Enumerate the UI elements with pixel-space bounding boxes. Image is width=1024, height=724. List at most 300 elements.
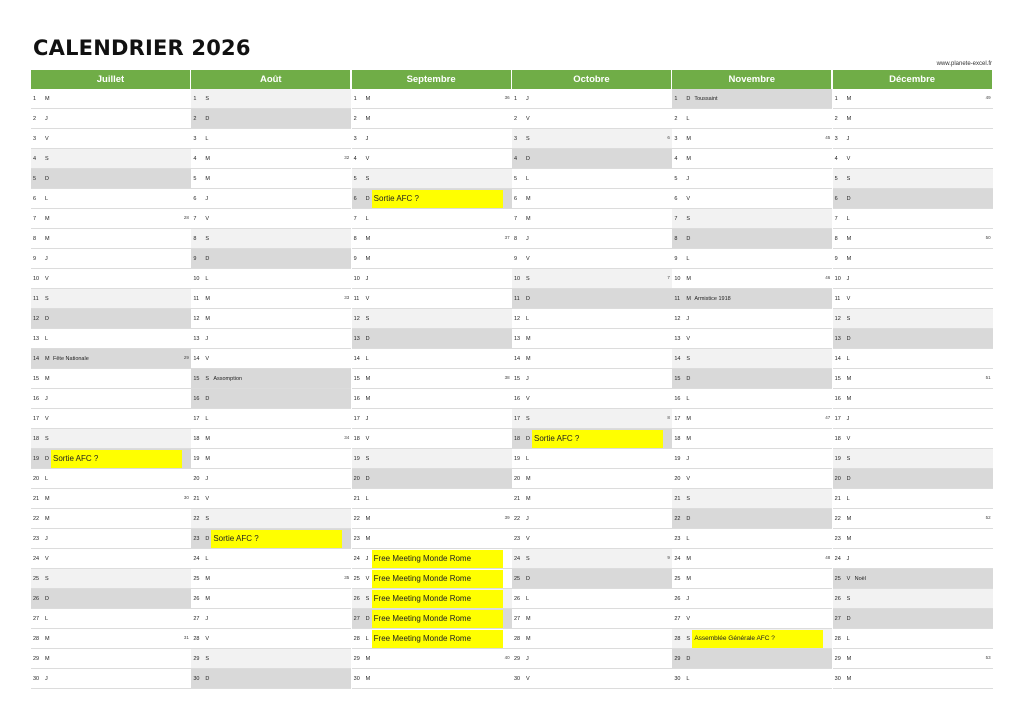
day-number: 25	[33, 575, 40, 582]
day-number: 29	[674, 655, 681, 662]
day-row[interactable]	[512, 209, 672, 229]
day-row[interactable]	[31, 329, 191, 349]
day-row[interactable]	[31, 189, 191, 209]
day-row[interactable]	[191, 389, 351, 409]
day-row[interactable]	[512, 409, 672, 429]
day-number: 27	[353, 615, 360, 622]
day-row[interactable]	[512, 589, 672, 609]
day-row[interactable]	[352, 569, 512, 589]
day-row[interactable]	[672, 209, 832, 229]
day-number: 2	[33, 115, 37, 122]
day-letter: D	[45, 455, 49, 462]
day-number: 3	[193, 135, 197, 142]
day-row[interactable]	[352, 349, 512, 369]
day-row[interactable]	[191, 289, 351, 309]
day-row[interactable]	[191, 509, 351, 529]
day-row[interactable]	[191, 529, 351, 549]
month-header: Septembre	[352, 70, 512, 89]
day-letter: V	[846, 295, 851, 302]
event-highlight[interactable]: Sortie AFC ?	[532, 430, 663, 448]
day-number: 21	[674, 495, 681, 502]
day-row[interactable]	[512, 169, 672, 189]
day-row[interactable]	[31, 449, 191, 469]
day-number: 6	[353, 195, 357, 202]
day-row[interactable]	[512, 349, 672, 369]
day-number: 5	[353, 175, 357, 182]
day-row[interactable]	[833, 309, 993, 329]
day-number: 8	[353, 235, 357, 242]
day-row[interactable]	[833, 549, 993, 569]
day-row[interactable]	[512, 509, 672, 529]
day-row[interactable]	[672, 129, 832, 149]
day-row[interactable]	[191, 349, 351, 369]
event-highlight[interactable]: Free Meeting Monde Rome	[372, 610, 503, 628]
day-row[interactable]	[672, 329, 832, 349]
day-row[interactable]	[31, 109, 191, 129]
day-number: 18	[193, 435, 200, 442]
day-row[interactable]	[833, 349, 993, 369]
day-row[interactable]	[512, 289, 672, 309]
day-row[interactable]	[352, 409, 512, 429]
day-row[interactable]	[352, 109, 512, 129]
day-row[interactable]	[672, 489, 832, 509]
day-letter: L	[846, 495, 850, 502]
day-letter: D	[846, 335, 851, 342]
day-letter: L	[365, 215, 369, 222]
event-highlight[interactable]: Free Meeting Monde Rome	[372, 570, 503, 588]
day-row[interactable]	[833, 149, 993, 169]
day-row[interactable]	[31, 209, 191, 229]
day-row[interactable]	[191, 149, 351, 169]
day-row[interactable]	[191, 649, 351, 669]
day-row[interactable]	[833, 249, 993, 269]
day-row[interactable]	[31, 549, 191, 569]
day-letter: L	[686, 255, 690, 262]
day-row[interactable]	[352, 489, 512, 509]
day-letter: S	[525, 415, 530, 422]
day-letter: S	[686, 355, 690, 362]
day-row[interactable]	[833, 209, 993, 229]
day-row[interactable]	[672, 309, 832, 329]
day-row[interactable]	[672, 509, 832, 529]
day-number: 25	[834, 575, 841, 582]
day-row[interactable]	[31, 389, 191, 409]
day-number: 12	[674, 315, 681, 322]
day-row[interactable]	[833, 169, 993, 189]
day-row[interactable]	[672, 289, 832, 309]
day-number: 11	[353, 295, 360, 302]
day-row[interactable]	[352, 609, 512, 629]
day-row[interactable]	[833, 109, 993, 129]
day-letter: J	[686, 595, 690, 602]
day-letter: M	[205, 295, 210, 302]
day-row[interactable]	[512, 529, 672, 549]
day-row[interactable]	[833, 669, 993, 689]
day-letter: M	[525, 495, 531, 502]
day-row[interactable]	[191, 129, 351, 149]
day-number: 1	[834, 95, 838, 102]
day-number: 1	[193, 95, 197, 102]
day-row[interactable]	[833, 409, 993, 429]
day-row[interactable]	[672, 429, 832, 449]
week-number: 33	[344, 295, 350, 300]
day-row[interactable]	[31, 349, 191, 369]
week-number: 49	[985, 95, 991, 100]
day-row[interactable]	[191, 229, 351, 249]
day-row[interactable]	[191, 449, 351, 469]
day-row[interactable]	[31, 169, 191, 189]
day-row[interactable]	[672, 189, 832, 209]
day-row[interactable]	[191, 569, 351, 589]
day-letter: S	[525, 555, 530, 562]
day-letter: V	[686, 475, 690, 482]
day-row[interactable]	[512, 569, 672, 589]
day-number: 17	[834, 415, 841, 422]
day-letter: S	[205, 235, 209, 242]
day-row[interactable]	[833, 229, 993, 249]
day-letter: M	[365, 675, 371, 682]
day-row[interactable]	[191, 669, 351, 689]
day-row[interactable]	[512, 129, 672, 149]
day-row[interactable]	[672, 349, 832, 369]
day-letter: M	[205, 435, 210, 442]
day-row[interactable]	[31, 249, 191, 269]
day-letter: L	[205, 275, 209, 282]
day-row[interactable]	[672, 589, 832, 609]
day-row[interactable]	[352, 549, 512, 569]
day-number: 16	[834, 395, 841, 402]
day-row[interactable]	[672, 269, 832, 289]
day-row[interactable]	[31, 509, 191, 529]
day-letter: D	[365, 195, 370, 202]
day-row[interactable]	[191, 609, 351, 629]
day-row[interactable]	[833, 629, 993, 649]
day-row[interactable]	[352, 329, 512, 349]
day-number: 20	[193, 475, 200, 482]
day-letter: J	[846, 555, 850, 562]
day-row[interactable]	[191, 429, 351, 449]
day-row[interactable]	[672, 109, 832, 129]
day-row[interactable]	[352, 369, 512, 389]
day-number: 12	[33, 315, 40, 322]
day-row[interactable]	[833, 529, 993, 549]
day-number: 24	[834, 555, 841, 562]
month-column	[512, 70, 672, 690]
day-number: 14	[674, 355, 681, 362]
day-letter: M	[45, 355, 50, 362]
day-row[interactable]	[672, 449, 832, 469]
day-row[interactable]	[31, 149, 191, 169]
day-row[interactable]	[833, 389, 993, 409]
day-row[interactable]	[191, 269, 351, 289]
day-row[interactable]	[31, 409, 191, 429]
day-row[interactable]	[352, 309, 512, 329]
day-row[interactable]	[833, 509, 993, 529]
day-row[interactable]	[31, 529, 191, 549]
day-row[interactable]	[191, 209, 351, 229]
day-letter: L	[525, 175, 530, 182]
day-letter: J	[205, 195, 209, 202]
day-row[interactable]	[31, 269, 191, 289]
day-row[interactable]	[833, 649, 993, 669]
day-row[interactable]	[512, 309, 672, 329]
day-row[interactable]	[31, 569, 191, 589]
event-highlight[interactable]: Sortie AFC ?	[372, 190, 503, 208]
day-row[interactable]	[833, 269, 993, 289]
day-row[interactable]	[672, 529, 832, 549]
day-letter: M	[45, 655, 50, 662]
day-row[interactable]	[31, 309, 191, 329]
day-row[interactable]	[833, 489, 993, 509]
day-number: 14	[834, 355, 841, 362]
day-row[interactable]	[672, 569, 832, 589]
day-letter: V	[846, 575, 851, 582]
day-row[interactable]	[352, 469, 512, 489]
day-row[interactable]	[352, 669, 512, 689]
day-letter: D	[365, 335, 370, 342]
day-row[interactable]	[352, 229, 512, 249]
day-row[interactable]	[833, 129, 993, 149]
day-number: 11	[33, 295, 39, 302]
day-row[interactable]	[352, 629, 512, 649]
day-row[interactable]	[31, 129, 191, 149]
day-row[interactable]	[512, 229, 672, 249]
day-row[interactable]	[31, 229, 191, 249]
day-row[interactable]	[833, 449, 993, 469]
day-row[interactable]	[191, 409, 351, 429]
day-row[interactable]	[512, 609, 672, 629]
holiday-label: Assomption	[213, 375, 243, 382]
day-row[interactable]	[352, 509, 512, 529]
event-highlight[interactable]: Sortie AFC ?	[51, 450, 182, 468]
day-number: 23	[513, 535, 521, 542]
day-row[interactable]	[672, 389, 832, 409]
day-row[interactable]	[191, 629, 351, 649]
day-letter: L	[686, 675, 690, 682]
day-row[interactable]	[512, 269, 672, 289]
day-number: 9	[674, 255, 678, 262]
day-row[interactable]	[31, 489, 191, 509]
day-row[interactable]	[191, 189, 351, 209]
day-letter: J	[205, 335, 209, 342]
day-row[interactable]	[672, 669, 832, 689]
day-row[interactable]	[191, 329, 351, 349]
day-letter: S	[205, 655, 209, 662]
day-row[interactable]	[512, 149, 672, 169]
day-row[interactable]	[352, 589, 512, 609]
day-row[interactable]	[352, 289, 512, 309]
day-number: 2	[674, 115, 678, 122]
day-row[interactable]	[512, 89, 672, 109]
day-number: 11	[193, 295, 200, 302]
day-row[interactable]	[672, 89, 832, 109]
event-highlight[interactable]: Assemblée Générale AFC ?	[692, 630, 823, 648]
day-number: 29	[353, 655, 360, 662]
day-letter: M	[686, 435, 691, 442]
day-letter: D	[525, 155, 530, 162]
day-number: 2	[513, 115, 518, 122]
day-number: 30	[834, 675, 841, 682]
day-row[interactable]	[833, 589, 993, 609]
day-letter: S	[205, 375, 209, 382]
day-row[interactable]	[31, 89, 191, 109]
day-row[interactable]	[352, 249, 512, 269]
day-letter: V	[45, 415, 49, 422]
day-row[interactable]	[352, 169, 512, 189]
day-number: 17	[193, 415, 200, 422]
day-row[interactable]	[672, 149, 832, 169]
day-number: 24	[33, 555, 40, 562]
day-row[interactable]	[352, 449, 512, 469]
day-number: 18	[834, 435, 841, 442]
day-row[interactable]	[191, 369, 351, 389]
day-row[interactable]	[512, 389, 672, 409]
week-number: 37	[504, 235, 510, 240]
day-row[interactable]	[352, 389, 512, 409]
day-row[interactable]	[512, 489, 672, 509]
day-row[interactable]	[31, 369, 191, 389]
day-number: 1	[513, 95, 518, 102]
day-row[interactable]	[833, 369, 993, 389]
day-letter: V	[846, 435, 851, 442]
day-letter: V	[686, 615, 690, 622]
day-number: 6	[513, 195, 518, 202]
day-number: 12	[834, 315, 841, 322]
day-row[interactable]	[31, 609, 191, 629]
day-number: 10	[193, 275, 200, 282]
day-row[interactable]	[31, 469, 191, 489]
day-row[interactable]	[31, 669, 191, 689]
day-row[interactable]	[512, 629, 672, 649]
day-row[interactable]	[352, 89, 512, 109]
day-row[interactable]	[512, 249, 672, 269]
day-number: 26	[33, 595, 40, 602]
day-number: 20	[353, 475, 360, 482]
day-row[interactable]	[31, 589, 191, 609]
event-highlight[interactable]: Sortie AFC ?	[211, 530, 342, 548]
month-column	[191, 70, 351, 690]
day-letter: M	[45, 215, 50, 222]
day-letter: M	[205, 455, 210, 462]
day-row[interactable]	[672, 609, 832, 629]
day-number: 27	[33, 615, 40, 622]
day-letter: D	[686, 95, 691, 102]
week-number: 32	[344, 155, 350, 160]
day-letter: M	[205, 155, 210, 162]
day-letter: M	[686, 135, 691, 142]
day-row[interactable]	[672, 249, 832, 269]
day-number: 20	[674, 475, 681, 482]
day-row[interactable]	[672, 169, 832, 189]
day-number: 13	[834, 335, 841, 342]
day-letter: V	[525, 395, 530, 402]
day-letter: M	[205, 315, 210, 322]
day-row[interactable]	[512, 469, 672, 489]
day-row[interactable]	[672, 629, 832, 649]
day-row[interactable]	[31, 429, 191, 449]
day-row[interactable]	[512, 329, 672, 349]
day-number: 28	[353, 635, 360, 642]
day-row[interactable]	[672, 649, 832, 669]
day-row[interactable]	[512, 649, 672, 669]
day-letter: M	[686, 575, 691, 582]
day-row[interactable]	[31, 629, 191, 649]
day-row[interactable]	[352, 649, 512, 669]
day-row[interactable]	[833, 189, 993, 209]
day-row[interactable]	[833, 569, 993, 589]
day-number: 26	[193, 595, 200, 602]
day-list	[31, 89, 191, 690]
day-row[interactable]	[833, 469, 993, 489]
day-row[interactable]	[833, 289, 993, 309]
day-letter: M	[686, 415, 691, 422]
day-letter: M	[365, 515, 371, 522]
day-number: 1	[353, 95, 357, 102]
day-row[interactable]	[512, 189, 672, 209]
day-row[interactable]	[352, 429, 512, 449]
week-number: 9	[667, 555, 670, 560]
day-row[interactable]	[672, 549, 832, 569]
day-row[interactable]	[191, 109, 351, 129]
event-highlight[interactable]: Free Meeting Monde Rome	[372, 550, 503, 568]
day-row[interactable]	[191, 589, 351, 609]
day-letter: M	[45, 635, 50, 642]
day-row[interactable]	[31, 649, 191, 669]
event-highlight[interactable]: Free Meeting Monde Rome	[372, 590, 503, 608]
day-letter: V	[205, 355, 209, 362]
day-row[interactable]	[352, 209, 512, 229]
day-number: 17	[353, 415, 360, 422]
day-row[interactable]	[512, 669, 672, 689]
day-row[interactable]	[191, 489, 351, 509]
day-row[interactable]	[833, 429, 993, 449]
day-row[interactable]	[31, 289, 191, 309]
day-letter: V	[205, 635, 209, 642]
day-row[interactable]	[833, 609, 993, 629]
week-number: 7	[667, 275, 670, 280]
day-row[interactable]	[512, 549, 672, 569]
day-row[interactable]	[191, 309, 351, 329]
day-row[interactable]	[352, 189, 512, 209]
day-row[interactable]	[833, 89, 993, 109]
day-row[interactable]	[833, 329, 993, 349]
day-row[interactable]	[191, 89, 351, 109]
day-number: 13	[674, 335, 681, 342]
day-row[interactable]	[512, 109, 672, 129]
day-letter: D	[846, 615, 851, 622]
day-row[interactable]	[512, 429, 672, 449]
day-row[interactable]	[672, 469, 832, 489]
day-number: 5	[33, 175, 37, 182]
day-row[interactable]	[352, 129, 512, 149]
day-row[interactable]	[191, 549, 351, 569]
day-row[interactable]	[672, 229, 832, 249]
day-row[interactable]	[672, 369, 832, 389]
day-row[interactable]	[352, 149, 512, 169]
day-letter: S	[846, 315, 851, 322]
day-row[interactable]	[191, 469, 351, 489]
day-row[interactable]	[512, 449, 672, 469]
day-row[interactable]	[191, 169, 351, 189]
day-row[interactable]	[512, 369, 672, 389]
week-number: 29	[183, 355, 189, 360]
day-row[interactable]	[191, 249, 351, 269]
day-row[interactable]	[352, 269, 512, 289]
day-number: 9	[353, 255, 357, 262]
day-row[interactable]	[352, 529, 512, 549]
event-highlight[interactable]: Free Meeting Monde Rome	[372, 630, 503, 648]
day-row[interactable]	[672, 409, 832, 429]
